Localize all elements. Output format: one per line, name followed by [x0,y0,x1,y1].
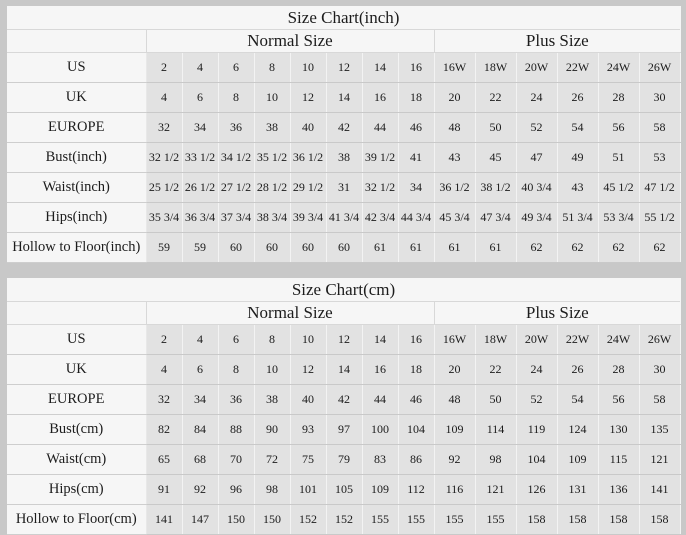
plus-size-value-cell: 24 [516,355,557,385]
plus-size-value-cell: 52 [516,113,557,143]
normal-size-value-cell: 104 [398,415,434,445]
plus-size-value-cell: 40 3/4 [516,173,557,203]
plus-size-value-cell: 26 [557,355,598,385]
normal-size-value-cell: 6 [218,53,254,83]
normal-size-value-cell: 42 [326,113,362,143]
plus-size-value-cell: 155 [434,505,475,535]
normal-size-value-cell: 39 3/4 [290,203,326,233]
plus-size-value-cell: 62 [639,233,680,263]
table-row [7,385,680,415]
plus-size-value-cell: 109 [557,445,598,475]
plus-size-value-cell: 119 [516,415,557,445]
plus-size-value-cell: 16W [434,325,475,355]
normal-size-value-cell: 34 [182,385,218,415]
plus-size-value-cell: 62 [598,233,639,263]
normal-size-value-cell: 88 [218,415,254,445]
normal-size-value-cell: 150 [218,505,254,535]
table-title-row [7,6,680,30]
table-row [7,415,680,445]
normal-size-value-cell: 100 [362,415,398,445]
plus-size-value-cell: 20 [434,83,475,113]
normal-size-value-cell: 44 [362,385,398,415]
normal-size-value-cell: 147 [182,505,218,535]
normal-size-value-cell: 60 [254,233,290,263]
row-label: Bust(inch) [7,143,146,173]
normal-size-value-cell: 75 [290,445,326,475]
normal-size-value-cell: 14 [326,355,362,385]
normal-size-value-cell: 91 [146,475,182,505]
plus-size-value-cell: 158 [557,505,598,535]
row-label: US [7,53,146,83]
normal-size-value-cell: 82 [146,415,182,445]
normal-size-value-cell: 16 [362,83,398,113]
plus-size-value-cell: 121 [639,445,680,475]
normal-size-value-cell: 79 [326,445,362,475]
normal-size-value-cell: 10 [254,83,290,113]
plus-size-value-cell: 109 [434,415,475,445]
plus-size-value-cell: 43 [557,173,598,203]
plus-size-value-cell: 38 1/2 [475,173,516,203]
plus-size-value-cell: 56 [598,385,639,415]
plus-size-value-cell: 61 [475,233,516,263]
normal-size-value-cell: 60 [326,233,362,263]
normal-size-value-cell: 41 3/4 [326,203,362,233]
plus-size-value-cell: 45 [475,143,516,173]
group-header-normal-size: Normal Size [146,302,434,325]
normal-size-value-cell: 60 [218,233,254,263]
normal-size-value-cell: 98 [254,475,290,505]
plus-size-value-cell: 47 1/2 [639,173,680,203]
plus-size-value-cell: 26 [557,83,598,113]
table-title: Size Chart(cm) [7,278,680,302]
normal-size-value-cell: 59 [146,233,182,263]
column-group-row [7,302,680,325]
table-row [7,203,680,233]
plus-size-value-cell: 54 [557,385,598,415]
normal-size-value-cell: 32 [146,385,182,415]
plus-size-value-cell: 141 [639,475,680,505]
table-title: Size Chart(inch) [7,6,680,30]
normal-size-value-cell: 38 [254,113,290,143]
plus-size-value-cell: 45 1/2 [598,173,639,203]
normal-size-value-cell: 38 [254,385,290,415]
plus-size-value-cell: 54 [557,113,598,143]
normal-size-value-cell: 150 [254,505,290,535]
normal-size-value-cell: 35 3/4 [146,203,182,233]
plus-size-value-cell: 22 [475,355,516,385]
normal-size-value-cell: 32 1/2 [146,143,182,173]
normal-size-value-cell: 152 [326,505,362,535]
normal-size-value-cell: 33 1/2 [182,143,218,173]
plus-size-value-cell: 48 [434,113,475,143]
plus-size-value-cell: 20W [516,53,557,83]
plus-size-value-cell: 52 [516,385,557,415]
row-label: US [7,325,146,355]
plus-size-value-cell: 53 [639,143,680,173]
normal-size-value-cell: 39 1/2 [362,143,398,173]
plus-size-value-cell: 56 [598,113,639,143]
row-label: UK [7,83,146,113]
plus-size-value-cell: 51 [598,143,639,173]
plus-size-value-cell: 49 [557,143,598,173]
normal-size-value-cell: 46 [398,385,434,415]
plus-size-value-cell: 18W [475,53,516,83]
normal-size-value-cell: 152 [290,505,326,535]
normal-size-value-cell: 34 [182,113,218,143]
plus-size-value-cell: 155 [475,505,516,535]
normal-size-value-cell: 10 [254,355,290,385]
plus-size-value-cell: 131 [557,475,598,505]
normal-size-value-cell: 44 [362,113,398,143]
plus-size-value-cell: 114 [475,415,516,445]
plus-size-value-cell: 24W [598,53,639,83]
plus-size-value-cell: 22W [557,53,598,83]
column-group-row [7,30,680,53]
normal-size-value-cell: 105 [326,475,362,505]
normal-size-value-cell: 16 [398,325,434,355]
plus-size-value-cell: 98 [475,445,516,475]
normal-size-value-cell: 46 [398,113,434,143]
plus-size-value-cell: 62 [516,233,557,263]
row-label: Waist(inch) [7,173,146,203]
normal-size-value-cell: 18 [398,355,434,385]
plus-size-value-cell: 22W [557,325,598,355]
row-label: Bust(cm) [7,415,146,445]
normal-size-value-cell: 16 [398,53,434,83]
plus-size-value-cell: 104 [516,445,557,475]
table-body [7,53,680,263]
normal-size-value-cell: 41 [398,143,434,173]
plus-size-value-cell: 26W [639,325,680,355]
plus-size-value-cell: 130 [598,415,639,445]
group-header-plus-size: Plus Size [434,302,680,325]
table-row [7,475,680,505]
plus-size-value-cell: 48 [434,385,475,415]
normal-size-value-cell: 2 [146,325,182,355]
normal-size-value-cell: 16 [362,355,398,385]
normal-size-value-cell: 101 [290,475,326,505]
normal-size-value-cell: 68 [182,445,218,475]
normal-size-value-cell: 65 [146,445,182,475]
plus-size-value-cell: 20W [516,325,557,355]
normal-size-value-cell: 18 [398,83,434,113]
normal-size-value-cell: 109 [362,475,398,505]
normal-size-value-cell: 155 [398,505,434,535]
table-row [7,505,680,535]
normal-size-value-cell: 155 [362,505,398,535]
table-row [7,53,680,83]
plus-size-value-cell: 43 [434,143,475,173]
table-row [7,325,680,355]
normal-size-value-cell: 32 1/2 [362,173,398,203]
normal-size-value-cell: 4 [182,325,218,355]
normal-size-value-cell: 8 [218,355,254,385]
row-label: Waist(cm) [7,445,146,475]
normal-size-value-cell: 10 [290,325,326,355]
plus-size-value-cell: 22 [475,83,516,113]
plus-size-value-cell: 115 [598,445,639,475]
normal-size-value-cell: 61 [398,233,434,263]
normal-size-value-cell: 86 [398,445,434,475]
plus-size-value-cell: 30 [639,355,680,385]
plus-size-value-cell: 116 [434,475,475,505]
plus-size-value-cell: 16W [434,53,475,83]
plus-size-value-cell: 50 [475,113,516,143]
normal-size-value-cell: 36 1/2 [290,143,326,173]
normal-size-value-cell: 26 1/2 [182,173,218,203]
normal-size-value-cell: 28 1/2 [254,173,290,203]
normal-size-value-cell: 4 [146,83,182,113]
normal-size-value-cell: 27 1/2 [218,173,254,203]
row-label: UK [7,355,146,385]
plus-size-value-cell: 20 [434,355,475,385]
normal-size-value-cell: 4 [182,53,218,83]
normal-size-value-cell: 36 [218,113,254,143]
normal-size-value-cell: 34 1/2 [218,143,254,173]
normal-size-value-cell: 25 1/2 [146,173,182,203]
normal-size-value-cell: 72 [254,445,290,475]
row-label: EUROPE [7,113,146,143]
normal-size-value-cell: 14 [326,83,362,113]
normal-size-value-cell: 97 [326,415,362,445]
table-row [7,83,680,113]
normal-size-value-cell: 37 3/4 [218,203,254,233]
normal-size-value-cell: 8 [254,325,290,355]
normal-size-value-cell: 12 [290,83,326,113]
plus-size-value-cell: 58 [639,385,680,415]
group-header-plus-size: Plus Size [434,30,680,53]
table-row [7,143,680,173]
table-title-row [7,278,680,302]
plus-size-value-cell: 30 [639,83,680,113]
plus-size-value-cell: 36 1/2 [434,173,475,203]
normal-size-value-cell: 38 3/4 [254,203,290,233]
normal-size-value-cell: 141 [146,505,182,535]
normal-size-value-cell: 8 [254,53,290,83]
plus-size-value-cell: 158 [598,505,639,535]
normal-size-value-cell: 40 [290,385,326,415]
table-row [7,173,680,203]
normal-size-value-cell: 31 [326,173,362,203]
normal-size-value-cell: 38 [326,143,362,173]
plus-size-value-cell: 135 [639,415,680,445]
normal-size-value-cell: 36 3/4 [182,203,218,233]
normal-size-value-cell: 93 [290,415,326,445]
corner-cell [7,30,146,53]
normal-size-value-cell: 60 [290,233,326,263]
normal-size-value-cell: 35 1/2 [254,143,290,173]
plus-size-value-cell: 53 3/4 [598,203,639,233]
plus-size-value-cell: 45 3/4 [434,203,475,233]
normal-size-value-cell: 112 [398,475,434,505]
normal-size-value-cell: 6 [218,325,254,355]
normal-size-value-cell: 34 [398,173,434,203]
table-row [7,233,680,263]
size-chart-table-cm [7,278,681,535]
plus-size-value-cell: 28 [598,355,639,385]
plus-size-value-cell: 136 [598,475,639,505]
table-row [7,445,680,475]
plus-size-value-cell: 26W [639,53,680,83]
normal-size-value-cell: 42 3/4 [362,203,398,233]
plus-size-value-cell: 126 [516,475,557,505]
plus-size-value-cell: 28 [598,83,639,113]
normal-size-value-cell: 32 [146,113,182,143]
row-label: Hips(cm) [7,475,146,505]
size-chart-table-inch [7,6,681,263]
plus-size-value-cell: 158 [639,505,680,535]
normal-size-value-cell: 14 [362,325,398,355]
normal-size-value-cell: 96 [218,475,254,505]
plus-size-value-cell: 47 [516,143,557,173]
normal-size-value-cell: 8 [218,83,254,113]
plus-size-value-cell: 124 [557,415,598,445]
plus-size-value-cell: 24 [516,83,557,113]
normal-size-value-cell: 59 [182,233,218,263]
table-row [7,355,680,385]
row-label: Hollow to Floor(cm) [7,505,146,535]
normal-size-value-cell: 29 1/2 [290,173,326,203]
normal-size-value-cell: 90 [254,415,290,445]
table-body [7,325,680,535]
normal-size-value-cell: 2 [146,53,182,83]
normal-size-value-cell: 12 [326,325,362,355]
normal-size-value-cell: 6 [182,83,218,113]
normal-size-value-cell: 12 [290,355,326,385]
normal-size-value-cell: 14 [362,53,398,83]
plus-size-value-cell: 62 [557,233,598,263]
row-label: Hips(inch) [7,203,146,233]
normal-size-value-cell: 70 [218,445,254,475]
plus-size-value-cell: 50 [475,385,516,415]
table-row [7,113,680,143]
normal-size-value-cell: 42 [326,385,362,415]
plus-size-value-cell: 18W [475,325,516,355]
normal-size-value-cell: 12 [326,53,362,83]
plus-size-value-cell: 92 [434,445,475,475]
row-label: EUROPE [7,385,146,415]
plus-size-value-cell: 61 [434,233,475,263]
normal-size-value-cell: 44 3/4 [398,203,434,233]
plus-size-value-cell: 158 [516,505,557,535]
corner-cell [7,302,146,325]
plus-size-value-cell: 51 3/4 [557,203,598,233]
group-header-normal-size: Normal Size [146,30,434,53]
row-label: Hollow to Floor(inch) [7,233,146,263]
normal-size-value-cell: 83 [362,445,398,475]
normal-size-value-cell: 61 [362,233,398,263]
plus-size-value-cell: 49 3/4 [516,203,557,233]
normal-size-value-cell: 6 [182,355,218,385]
normal-size-value-cell: 36 [218,385,254,415]
normal-size-value-cell: 4 [146,355,182,385]
plus-size-value-cell: 55 1/2 [639,203,680,233]
normal-size-value-cell: 84 [182,415,218,445]
normal-size-value-cell: 92 [182,475,218,505]
plus-size-value-cell: 47 3/4 [475,203,516,233]
plus-size-value-cell: 58 [639,113,680,143]
normal-size-value-cell: 40 [290,113,326,143]
plus-size-value-cell: 121 [475,475,516,505]
normal-size-value-cell: 10 [290,53,326,83]
plus-size-value-cell: 24W [598,325,639,355]
